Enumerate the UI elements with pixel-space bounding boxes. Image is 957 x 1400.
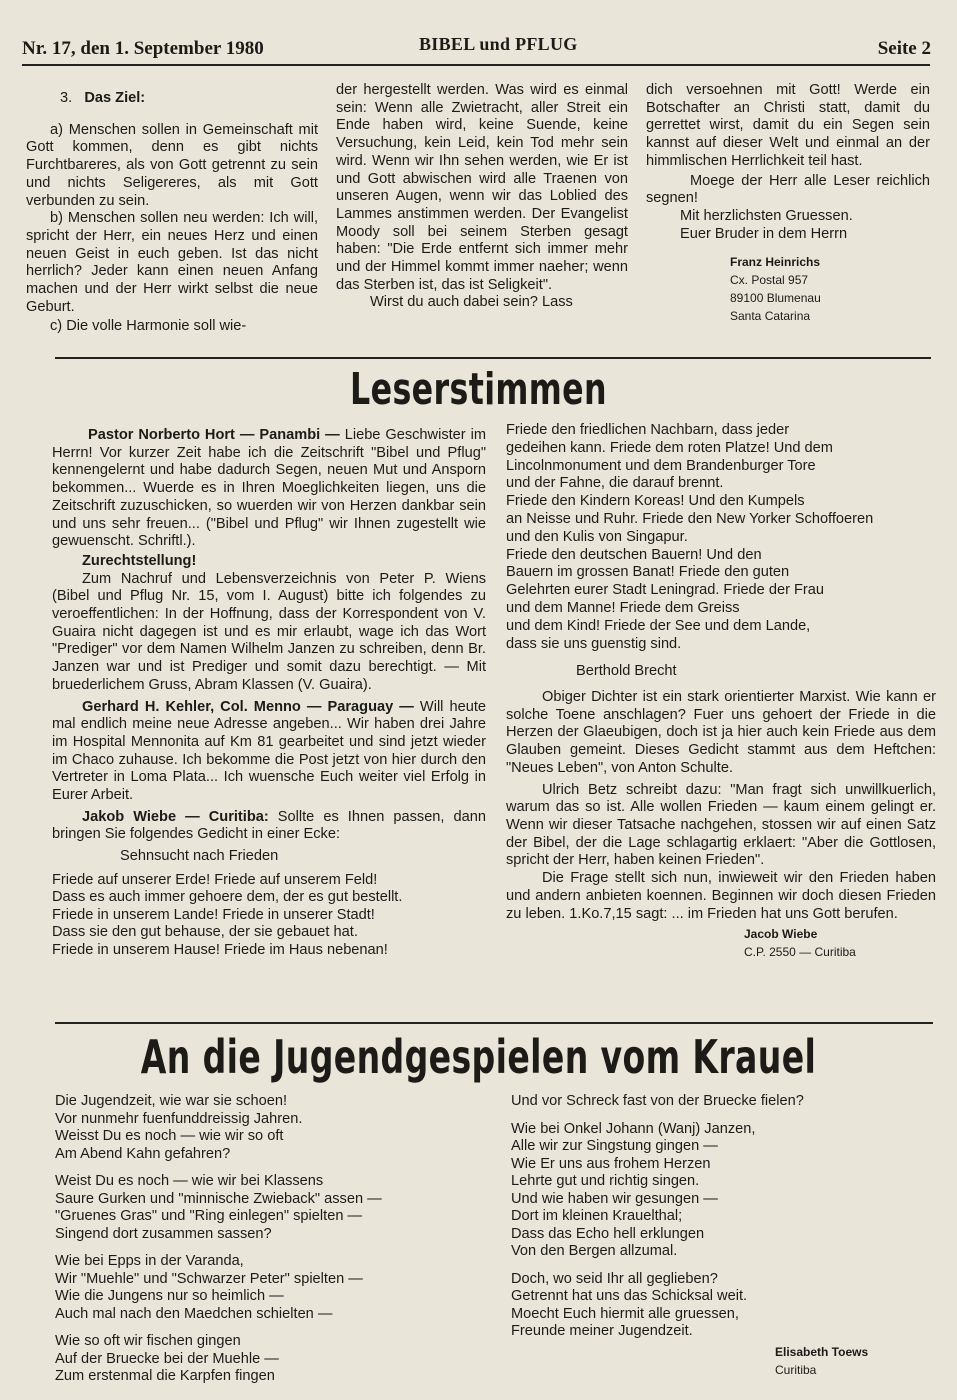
heading-text: Das Ziel: (84, 90, 146, 106)
poem-line: Wie so oft wir fischen gingen (55, 1333, 241, 1349)
signature-name: Franz Heinrichs (730, 255, 821, 270)
section-title: Leserstimmen (350, 364, 607, 415)
stanza (55, 1253, 495, 1323)
poem-line: gedeihen kann. Friede dem roten Platze! Und dem (506, 439, 833, 456)
poem-line: Die Jugendzeit, wie war sie schoen! (55, 1093, 287, 1109)
stanza (511, 1093, 931, 1111)
poem-line: "Gruenes Gras" und "Ring einlegen" spielten — (55, 1208, 363, 1224)
poem-line: Lincolnmonument und dem Brandenburger Tore (506, 457, 816, 474)
section-heading (60, 90, 318, 108)
poem-line: Wie bei Epps in der Varanda, (55, 1253, 244, 1269)
poem-line: Am Abend Kahn gefahren? (55, 1145, 231, 1162)
poem-line: Dass es auch immer gehoere dem, der es gut bestellt. (52, 889, 403, 906)
poem-line: Lehrte gut und richtig singen. (511, 1173, 700, 1189)
stanza (55, 1173, 495, 1243)
stanza (511, 1121, 931, 1261)
poem-line: Weisst Du es noch — wie wir so oft (55, 1128, 284, 1144)
letter-text: Will heute mal endlich meine neue Adresse angeben... Wir haben drei Jahre im Hospital Mennonita auf Km 81 gearbeitet und sind jetzt wieder im Chaco zuhause. Ich bekomme die Post jetzt von hier durch den Vertreter in Loma Plata... Ich wuensche Euch weiter viel Erfolg in Eurer Arbeit. (52, 698, 486, 804)
paragraph: dich versoehnen mit Gott! Werde ein Botschafter an Christi statt, damit du gerrettet wirst, damit du ein Segen sein kannst auf dieser Welt und einmal an der himmlischen Herrlichkeit teil hast. (646, 82, 930, 169)
poem-line: Getrennt hat uns das Schicksal weit. (511, 1288, 748, 1304)
letter-author: Pastor Norberto Hort — Panambi — (88, 427, 340, 443)
poem-line: Wie bei Onkel Johann (Wanj) Janzen, (511, 1120, 756, 1137)
poem-line: Und vor Schreck fast von der Bruecke fielen? (511, 1093, 804, 1109)
poem-author: Berthold Brecht (576, 663, 677, 680)
poem-line: Alle wir zur Singstung gingen — (511, 1138, 718, 1154)
signature-line: Santa Catarina (730, 309, 811, 324)
poem-section-title: An die Jugendgespielen vom Krauel (140, 1030, 817, 1084)
poem-line: Wie Er uns aus frohem Herzen (511, 1155, 711, 1172)
signature-name: Elisabeth Toews (775, 1344, 869, 1359)
letter-1 (52, 427, 486, 551)
poem-line: Moecht Euch hiermit alle gruessen, (511, 1305, 739, 1322)
poem-line: dass sie uns guenstig sind. (506, 635, 682, 652)
commentary-paragraph: Ulrich Betz schreibt dazu: "Man fragt sich unwillkuerlich, warum das so ist. Alle wollen Frieden — kaum einem gelingt er. Wenn wir dieser Tatsache nachgehen, stossen wir auf einen Satz der Bibel, der die Lage schlagartig erklaert: "Aber die Gottlosen, spricht der Herr, haben keinen Frieden". (506, 781, 936, 869)
blessing: Moege der Herr alle Leser reichlich segnen! (646, 172, 930, 207)
letter-3 (52, 699, 486, 805)
masthead-title: BIBEL und PFLUG (419, 34, 578, 54)
poem-line: Von den Bergen allzumal. (511, 1243, 678, 1259)
article-col-3 (646, 82, 930, 325)
poem-line: und der Fahne, die darauf brennt. (506, 475, 724, 492)
section-rule (55, 357, 931, 359)
correction-text: Zum Nachruf und Lebensverzeichnis von Peter P. Wiens (Bibel und Pflug Nr. 15, vom I. August) bitte ich folgendes zu veroeffentlichen: In der Hoffnung, dass der Korrespondent von V. Guaira nicht dagegen ist und es mir erlaubt, wage ich das Wort "Prediger" vor dem Namen Wilhelm Janzen zu schreiben, denn Br. Janzen war und ist Prediger und somit dazu berechtigt. — Mit bruederlichem Gruss, Abram Klassen (V. Guaira). (52, 570, 486, 693)
poem-line: Wir "Muehle" und "Schwarzer Peter" spielten — (55, 1270, 363, 1287)
commentary-paragraph: Obiger Dichter ist ein stark orientierter Marxist. Wie kann er solche Toene anschlagen? Fuer uns gehoert der Friede in die Herzen der Glaeubigen, doch ist ja hier auch kein Friede aus dem Glauben gemeint. Dieses Gedicht stammt aus dem Heftchen: "Neues Leben", von Anton Schulte. (506, 689, 936, 776)
poem-continuation (506, 422, 936, 653)
poem-line: Friede in unserem Hause! Friede im Haus nebenan! (52, 941, 388, 958)
poem-line: Friede in unserem Lande! Friede in unserer Stadt! (52, 906, 375, 923)
letter-text: Liebe Geschwister im Herrn! Vor kurzer Zeit habe ich die Zeitschrift "Bibel und Pflug" kennengelernt und habe dadurch Segen, neuen Mut und Ansporn bekommen... Wuerde es in Ihren Moeglichkeiten liegen, uns die Zeitschrift zuzuschicken, so wuerden wir von Herzen dankbar sein und uns sehr freuen... ("Bibel und Pflug" wir Ihnen zugestellt wie gewuenscht. Schriftl.). (52, 427, 486, 550)
poem-line: Auf der Bruecke bei der Muehle — (55, 1350, 279, 1367)
poem-line: Zum erstenmal die Karpfen fingen (55, 1368, 275, 1384)
author-signature (506, 925, 936, 961)
paragraph: der hergestellt werden. Was wird es einmal sein: Wenn alle Zwietracht, aller Streit ein Ende haben wird, keine Suende, keine Versuchung, kein Leid, kein Tod mehr sein wird. Wenn wir Ihn sehen werden, wie Er ist und Gott abwischen wird alle Traenen von unseren Augen, wenn wir das Loblied des Lammes anstimmen werden. Der Evangelist Moody soll bei seinem Sterben gesagt haben: "Die Erde entfernt sich immer mehr und der Himmel kommt immer naeher; wenn das Sterben ist, das ist Seligkeit". (336, 82, 628, 293)
poem-line: und den Kulis von Singapur. (506, 528, 688, 545)
poem-title: Sehnsucht nach Frieden (120, 848, 279, 865)
poem-left-column (55, 1093, 495, 1386)
page-header (22, 34, 931, 64)
poem-line: Dass das Echo hell erklungen (511, 1225, 705, 1242)
stanza (55, 1333, 495, 1386)
paragraph-b: b) Menschen sollen neu werden: Ich will, spricht der Herr, ein neues Herz und einen neuen Geist in euch geben. Ist das nicht herrlich? Jeder kann einen neuen Anfang machen und der Herr wirkt selbst die neue Geburt. (26, 210, 318, 315)
poem-line: und dem Manne! Friede dem Greiss (506, 599, 740, 616)
issue-date: Nr. 17, den 1. September 1980 (22, 38, 264, 59)
correction-heading: Zurechtstellung! (82, 552, 197, 569)
poem-line: Wie die Jungens nur so heimlich — (55, 1288, 284, 1304)
poem-line: Gelehrten eurer Stadt Leningrad. Friede der Frau (506, 582, 824, 599)
signature-line: 89100 Blumenau (730, 291, 821, 306)
signature-name: Jacob Wiebe (744, 927, 818, 942)
article-col-1 (26, 90, 318, 336)
poem-line: Friede den friedlichen Nachbarn, dass jeder (506, 422, 790, 438)
article-col-2 (336, 82, 628, 312)
poem-line: Friede auf unserer Erde! Friede auf unserem Feld! (52, 871, 378, 888)
poem-line: Freunde meiner Jugendzeit. (511, 1323, 693, 1339)
poem-line: Dass sie den gut behause, der sie gebauet hat. (52, 924, 358, 941)
signature-line: Cx. Postal 957 (730, 273, 809, 288)
poem-line: Friede den deutschen Bauern! Und den (506, 546, 762, 563)
poem-line: an Neisse und Ruhr. Friede den New Yorker Schoffoeren (506, 510, 874, 527)
poem-line: Saure Gurken und "minnische Zwieback" assen — (55, 1190, 382, 1207)
paragraph-last: Wirst du auch dabei sein? Lass (370, 294, 573, 311)
author-signature (646, 253, 930, 325)
letter-4 (52, 809, 486, 844)
poem-line: Auch mal nach den Maedchen schielten — (55, 1305, 333, 1322)
letters-left-column (52, 427, 486, 959)
poem-line: Doch, wo seid Ihr all geglieben? (511, 1270, 718, 1287)
letter-author: Gerhard H. Kehler, Col. Menno — Paraguay — (82, 698, 414, 715)
poem-right-column (511, 1093, 931, 1379)
stanza (55, 1093, 495, 1163)
signature-line: C.P. 2550 — Curitiba (744, 945, 856, 960)
section-rule (55, 1022, 933, 1024)
signature-line: Curitiba (775, 1362, 817, 1377)
poem-line: Vor nunmehr fuenfunddreissig Jahren. (55, 1110, 303, 1127)
commentary-paragraph: Die Frage stellt sich nun, inwieweit wir den Frieden haben und andern anbieten koennen. Beginnen wir doch diesen Frieden zu leben. 1.Ko.7,15 sagt: ... im Frieden hat uns Gott berufen. (506, 870, 936, 922)
poem-line: Friede den Kindern Koreas! Und den Kumpels (506, 493, 805, 510)
greeting-1: Mit herzlichsten Gruessen. (680, 207, 853, 224)
poem-line: Weist Du es noch — wie wir bei Klassens (55, 1173, 324, 1189)
poem-line: Und wie haben wir gesungen — (511, 1190, 718, 1207)
letters-right-column (506, 422, 936, 961)
author-signature (511, 1343, 931, 1379)
paragraph-a: a) Menschen sollen in Gemeinschaft mit Gott kommen, denn es gibt nichts Furchtbareres, als von Gott getrennt zu sein und nichts Seligereres, als mit Gott verbunden zu sein. (26, 121, 318, 209)
header-rule (22, 64, 930, 66)
heading-number: 3. (60, 90, 73, 106)
paragraph-c: c) Die volle Harmonie soll wie- (50, 318, 247, 335)
poem-line: und dem Kind! Friede der See und dem Lande, (506, 617, 811, 634)
poem-line: Dort im kleinen Krauelthal; (511, 1208, 683, 1224)
stanza (511, 1271, 931, 1341)
letter-author: Jakob Wiebe — Curitiba: (82, 808, 269, 825)
poem-lines (52, 872, 486, 959)
poem-line: Singend dort zusammen sassen? (55, 1225, 272, 1242)
greeting-2: Euer Bruder in dem Herrn (680, 225, 848, 242)
letter-text: Sollte es Ihnen passen, dann bringen Sie folgendes Gedicht in einer Ecke: (52, 808, 486, 843)
page-number: Seite 2 (877, 38, 931, 59)
poem-line: Bauern im grossen Banat! Friede den guten (506, 564, 790, 581)
